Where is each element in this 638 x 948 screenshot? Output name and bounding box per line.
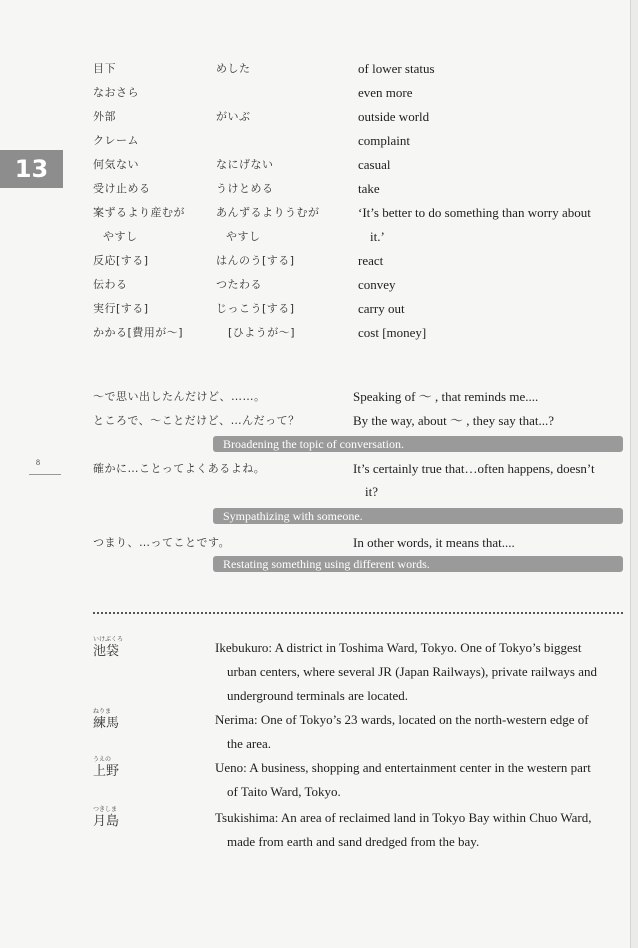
chapter-tab: 13 bbox=[0, 150, 63, 188]
vocab-word-cont: やすし bbox=[103, 230, 138, 243]
dotted-divider bbox=[93, 612, 623, 614]
vocab-reading: がいぶ bbox=[216, 110, 251, 123]
vocab-word: 目下 bbox=[93, 62, 116, 75]
phrase-en: Speaking of ～ , that reminds me.... bbox=[353, 389, 539, 404]
phrase-jp: 〜で思い出したんだけど、……。 bbox=[93, 390, 266, 403]
vocab-reading: めした bbox=[216, 62, 251, 75]
place-name: 月島 bbox=[93, 814, 120, 829]
vocab-meaning: of lower status bbox=[358, 61, 435, 76]
vocab-word: 伝わる bbox=[93, 278, 128, 291]
place-description bbox=[215, 636, 625, 708]
place-name-block bbox=[93, 708, 203, 732]
vocab-word: 受け止める bbox=[93, 182, 151, 195]
vocab-meaning: complaint bbox=[358, 133, 410, 148]
place-desc-line: of Taito Ward, Tokyo. bbox=[227, 784, 341, 799]
vocab-meaning: convey bbox=[358, 277, 396, 292]
place-desc-line: underground terminals are located. bbox=[227, 688, 408, 703]
page-number-rule bbox=[29, 474, 61, 475]
vocab-reading: はんのう[する] bbox=[216, 254, 295, 267]
vocab-word: かかる[費用が〜] bbox=[93, 326, 184, 339]
place-description bbox=[215, 756, 625, 804]
vocab-word: 何気ない bbox=[93, 158, 139, 171]
place-description bbox=[215, 708, 625, 756]
place-ruby: いけぶくろ bbox=[93, 636, 124, 643]
phrase-jp: ところで、〜ことだけど、…んだって？ bbox=[93, 414, 300, 427]
place-name: 上野 bbox=[93, 764, 120, 779]
vocab-word: クレーム bbox=[93, 134, 139, 147]
phrase-en bbox=[353, 457, 615, 503]
phrase-en-line-cont: it? bbox=[365, 484, 378, 499]
vocab-reading: [ひようが〜] bbox=[228, 326, 296, 339]
phrase-jp: つまり、…ってことです。 bbox=[93, 536, 231, 549]
function-bar: Broadening the topic of conversation. bbox=[213, 436, 623, 452]
place-name-block bbox=[93, 756, 203, 780]
function-bar: Sympathizing with someone. bbox=[213, 508, 623, 524]
vocab-meaning-cont: it.’ bbox=[370, 229, 385, 244]
vocab-meaning: casual bbox=[358, 157, 391, 172]
vocab-reading: うけとめる bbox=[216, 182, 274, 195]
place-desc-line: Tsukishima: An area of reclaimed land in Tokyo Bay within Chuo Ward, bbox=[215, 810, 592, 825]
vocab-meaning: react bbox=[358, 253, 384, 268]
phrase-en: In other words, it means that.... bbox=[353, 535, 515, 550]
place-name-block bbox=[93, 636, 203, 660]
place-ruby: ねりま bbox=[93, 708, 112, 715]
vocab-reading-cont: やすし bbox=[226, 230, 261, 243]
vocab-meaning: outside world bbox=[358, 109, 430, 124]
place-desc-line: Nerima: One of Tokyo’s 23 wards, located on the north-western edge of bbox=[215, 712, 589, 727]
vocab-meaning: carry out bbox=[358, 301, 405, 316]
place-desc-line: made from earth and sand dredged from the bay. bbox=[227, 834, 480, 849]
vocab-reading: なにげない bbox=[216, 158, 274, 171]
place-desc-line: Ikebukuro: A district in Toshima Ward, Tokyo. One of Tokyo’s biggest bbox=[215, 640, 582, 655]
place-desc-line: the area. bbox=[227, 736, 272, 751]
page-number: 8 bbox=[36, 458, 40, 467]
place-ruby: うえの bbox=[93, 756, 112, 763]
phrase-en: By the way, about ～ , they say that...? bbox=[353, 413, 554, 428]
vocab-word: 外部 bbox=[93, 110, 116, 123]
vocab-meaning: cost [money] bbox=[358, 325, 427, 340]
place-description bbox=[215, 806, 625, 854]
vocab-word: 反応[する] bbox=[93, 254, 149, 267]
place-desc-line: Ueno: A business, shopping and entertainment center in the western part bbox=[215, 760, 591, 775]
vocab-word: 実行[する] bbox=[93, 302, 149, 315]
vocab-reading: つたわる bbox=[216, 278, 262, 291]
vocab-word: 案ずるより産むが bbox=[93, 206, 185, 219]
vocab-reading: あんずるよりうむが bbox=[216, 206, 320, 219]
vocab-word: なおさら bbox=[93, 86, 139, 99]
vocab-meaning: take bbox=[358, 181, 380, 196]
place-name: 練馬 bbox=[93, 716, 120, 731]
function-bar: Restating something using different words. bbox=[213, 556, 623, 572]
vocab-reading: じっこう[する] bbox=[216, 302, 295, 315]
vocab-meaning: even more bbox=[358, 85, 413, 100]
phrase-jp: 確かに…ことってよくあるよね。 bbox=[93, 462, 266, 475]
place-name: 池袋 bbox=[93, 644, 120, 659]
vocab-meaning: ‘It’s better to do something than worry about bbox=[358, 205, 591, 220]
place-name-block bbox=[93, 806, 203, 830]
place-ruby: つきしま bbox=[93, 806, 118, 813]
phrase-en-line: It’s certainly true that…often happens, doesn’t bbox=[353, 461, 595, 476]
place-desc-line: urban centers, where several JR (Japan Railways), private railways and bbox=[227, 664, 597, 679]
